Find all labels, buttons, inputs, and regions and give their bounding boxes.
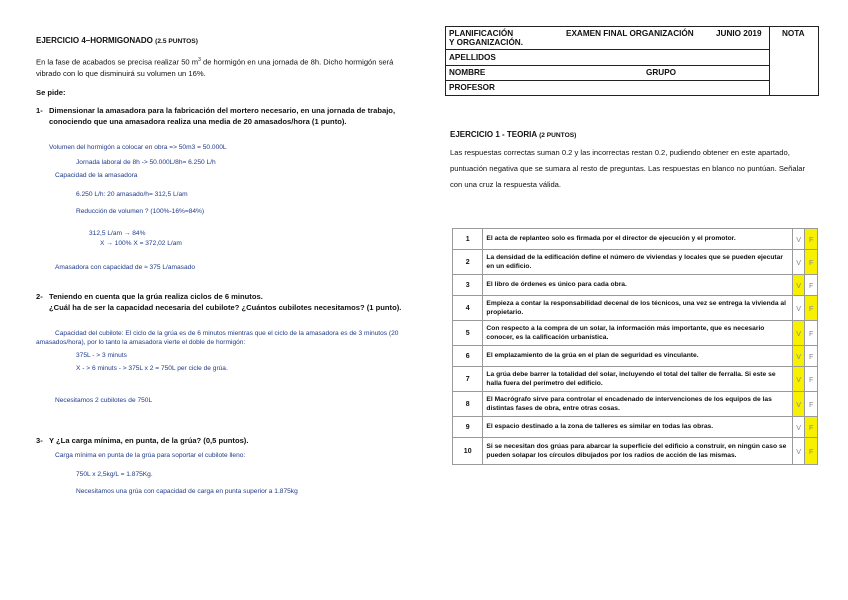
answer1-line: Jornada laboral de 8h -> 50.000L/8h= 6.250 L/h bbox=[76, 159, 216, 166]
exam-date: JUNIO 2019 bbox=[716, 29, 762, 38]
exercise1-points: (2 PUNTOS) bbox=[539, 132, 577, 139]
question-number: 8 bbox=[453, 392, 483, 417]
answer-false-cell[interactable]: F bbox=[805, 392, 818, 417]
answer-true-cell[interactable]: V bbox=[792, 392, 805, 417]
question-text: Con respecto a la compra de un solar, la información más importante, que es necesario conocer, es la calificación urbanística. bbox=[483, 321, 792, 346]
question-text: Empieza a contar la responsabilidad decenal de los técnicos, una vez se entrega la vivienda al propietario. bbox=[483, 296, 792, 321]
answer-false-cell[interactable]: F bbox=[805, 296, 818, 321]
instructions-line: puntuación negativa que se sumara al resto de preguntas. Las respuestas en blanco no puntúan. Señalar bbox=[450, 164, 806, 173]
quiz-body bbox=[453, 229, 818, 465]
instructions-line: Las respuestas correctas suman 0.2 y las incorrectas restan 0.2, pudiendo obtener en este apartado, bbox=[450, 148, 790, 157]
answer-true-cell[interactable]: V bbox=[792, 250, 805, 275]
question-text: Si se necesitan dos grúas para abarcar la superficie del edificio a construir, en ningún caso se pueden solapar los círculos dibujados por los radios de acción de las mismas. bbox=[483, 438, 792, 465]
exercise4-title bbox=[36, 36, 198, 45]
header-divider bbox=[446, 80, 769, 81]
answer2-line: amasados/hora), por lo tanto la amasadora vierte el doble de hormigón: bbox=[36, 339, 246, 346]
answer1-line: Capacidad de la amasadora bbox=[55, 172, 138, 179]
answer2-line: Capacidad del cubilote: El ciclo de la grúa es de 6 minutos mientras que el ciclo de la amasadora es de 3 minutos (20 bbox=[55, 330, 399, 337]
quiz-row bbox=[453, 346, 818, 367]
question3-line-1: Y ¿La carga mínima, en punta, de la grúa? (0,5 puntos). bbox=[49, 436, 249, 445]
quiz-row bbox=[453, 367, 818, 392]
answer-false-cell[interactable]: F bbox=[805, 321, 818, 346]
name-field[interactable]: NOMBRE bbox=[449, 68, 486, 77]
question-number: 10 bbox=[453, 438, 483, 465]
answer-false-cell[interactable]: F bbox=[805, 438, 818, 465]
answer3-line: Necesitamos una grúa con capacidad de carga en punta superior a 1.875kg bbox=[76, 488, 298, 495]
quiz-row bbox=[453, 275, 818, 296]
question2-line-1: Teniendo en cuenta que la grúa realiza ciclos de 6 minutos. bbox=[49, 292, 263, 301]
exam-header bbox=[445, 26, 819, 96]
question-number: 6 bbox=[453, 346, 483, 367]
intro-line-1 bbox=[36, 57, 393, 67]
answer1-line: Amasadora con capacidad de ≈ 375 L/amasado bbox=[55, 264, 195, 271]
question-number: 2 bbox=[453, 250, 483, 275]
surname-field[interactable]: APELLIDOS bbox=[449, 53, 496, 62]
answer-true-cell[interactable]: V bbox=[792, 438, 805, 465]
quiz-row bbox=[453, 438, 818, 465]
question-number: 9 bbox=[453, 417, 483, 438]
quiz-row bbox=[453, 417, 818, 438]
question1-line-2: conociendo que una amasadora realiza una media de 20 amasados/hora (1 punto). bbox=[49, 117, 347, 126]
exercise4-title-text: EJERCICIO 4–HORMIGONADO bbox=[36, 36, 153, 45]
intro-superscript: 3 bbox=[198, 57, 201, 63]
answer3-line: Carga mínima en punta de la grúa para soportar el cubilote lleno: bbox=[55, 452, 246, 459]
instructions-line: con una cruz la respuesta válida. bbox=[450, 180, 562, 189]
question-number: 3 bbox=[453, 275, 483, 296]
question2-number: 2- bbox=[36, 292, 43, 301]
answer-false-cell[interactable]: F bbox=[805, 417, 818, 438]
question-number: 4 bbox=[453, 296, 483, 321]
se-pide-label: Se pide: bbox=[36, 88, 66, 97]
question-text: La grúa debe barrer la totalidad del solar, incluyendo el total del taller de ferralla. Si este se halla fuera del perímetro del edificio. bbox=[483, 367, 792, 392]
nota-divider bbox=[769, 27, 770, 95]
answer3-line: 750L x 2,5kg/L = 1.875Kg. bbox=[76, 471, 153, 478]
answer2-line: Necesitamos 2 cubilotes de 750L bbox=[55, 397, 153, 404]
header-divider bbox=[446, 65, 769, 66]
subject-line-1: PLANIFICACIÓN bbox=[449, 29, 514, 38]
true-false-table bbox=[452, 228, 818, 465]
answer-true-cell[interactable]: V bbox=[792, 275, 805, 296]
quiz-row bbox=[453, 296, 818, 321]
question-text: El acta de replanteo solo es firmada por el director de ejecución y el promotor. bbox=[483, 229, 792, 250]
quiz-row bbox=[453, 321, 818, 346]
answer-true-cell[interactable]: V bbox=[792, 229, 805, 250]
group-field[interactable]: GRUPO bbox=[646, 68, 677, 77]
answer-true-cell[interactable]: V bbox=[792, 367, 805, 392]
answer1-line: Volumen del hormigón a colocar en obra => 50m3 = 50.000L bbox=[49, 144, 227, 151]
answer1-line: 6.250 L/h: 20 amasado/h= 312,5 L/am bbox=[76, 191, 188, 198]
exercise1-title-text: EJERCICIO 1 - TEORIA bbox=[450, 130, 537, 139]
intro-text-b: de hormigón en una jornada de 8h. Dicho hormigón será bbox=[200, 57, 394, 67]
question1-number: 1- bbox=[36, 106, 43, 115]
answer-true-cell[interactable]: V bbox=[792, 321, 805, 346]
header-divider bbox=[446, 49, 769, 50]
answer-true-cell[interactable]: V bbox=[792, 296, 805, 321]
question-number: 5 bbox=[453, 321, 483, 346]
answer-false-cell[interactable]: F bbox=[805, 346, 818, 367]
question-text: El libro de órdenes es único para cada obra. bbox=[483, 275, 792, 296]
answer2-line: X - > 6 minuts - > 375L x 2 = 750L per cicle de grúa. bbox=[76, 365, 228, 372]
answer-false-cell[interactable]: F bbox=[805, 229, 818, 250]
question-number: 7 bbox=[453, 367, 483, 392]
question-text: La densidad de la edificación define el número de viviendas y locales que se pueden ejecutar en un edificio. bbox=[483, 250, 792, 275]
question-text: El emplazamiento de la grúa en el plan de seguridad es vinculante. bbox=[483, 346, 792, 367]
answer-false-cell[interactable]: F bbox=[805, 367, 818, 392]
answer-true-cell[interactable]: V bbox=[792, 417, 805, 438]
answer-false-cell[interactable]: F bbox=[805, 250, 818, 275]
answer-false-cell[interactable]: F bbox=[805, 275, 818, 296]
question3-number: 3- bbox=[36, 436, 43, 445]
quiz-row bbox=[453, 229, 818, 250]
question-text: El Macrógrafo sirve para controlar el encadenado de intervenciones de los equipos de las distintas fases de obra, entre otras cosas. bbox=[483, 392, 792, 417]
question-text: El espacio destinado a la zona de talleres es similar en todas las obras. bbox=[483, 417, 792, 438]
grade-label: NOTA bbox=[782, 29, 805, 38]
intro-text-a: En la fase de acabados se precisa realizar 50 m bbox=[36, 57, 199, 67]
answer1-line: X → 100% X = 372,02 L/am bbox=[100, 240, 182, 247]
exercise4-section bbox=[36, 0, 416, 600]
question1-line-1: Dimensionar la amasadora para la fabricación del mortero necesario, en una jornada de trabajo, bbox=[49, 106, 396, 115]
quiz-row bbox=[453, 392, 818, 417]
subject-label bbox=[449, 29, 523, 47]
subject-line-2: Y ORGANIZACIÓN. bbox=[449, 38, 523, 47]
quiz-row bbox=[453, 250, 818, 275]
answer1-line: Reducción de volumen ? (100%-16%=84%) bbox=[76, 208, 205, 215]
intro-line-2: vibrado con lo que disminuirá su volumen un 16%. bbox=[36, 69, 206, 78]
exam-type-label: EXAMEN FINAL ORGANIZACIÓN bbox=[566, 29, 694, 38]
answer2-line: 375L - > 3 minuts bbox=[76, 352, 127, 359]
question-number: 1 bbox=[453, 229, 483, 250]
answer-true-cell[interactable]: V bbox=[792, 346, 805, 367]
question2-line-2: ¿Cuál ha de ser la capacidad necesaria del cubilote? ¿Cuántos cubilotes necesitamos? (1 punto). bbox=[49, 303, 402, 312]
answer1-line: 312,5 L/am → 84% bbox=[89, 230, 146, 237]
exercise1-title bbox=[450, 130, 576, 139]
teacher-field[interactable]: PROFESOR bbox=[449, 83, 495, 92]
exercise4-points: (2.5 PUNTOS) bbox=[155, 38, 198, 45]
